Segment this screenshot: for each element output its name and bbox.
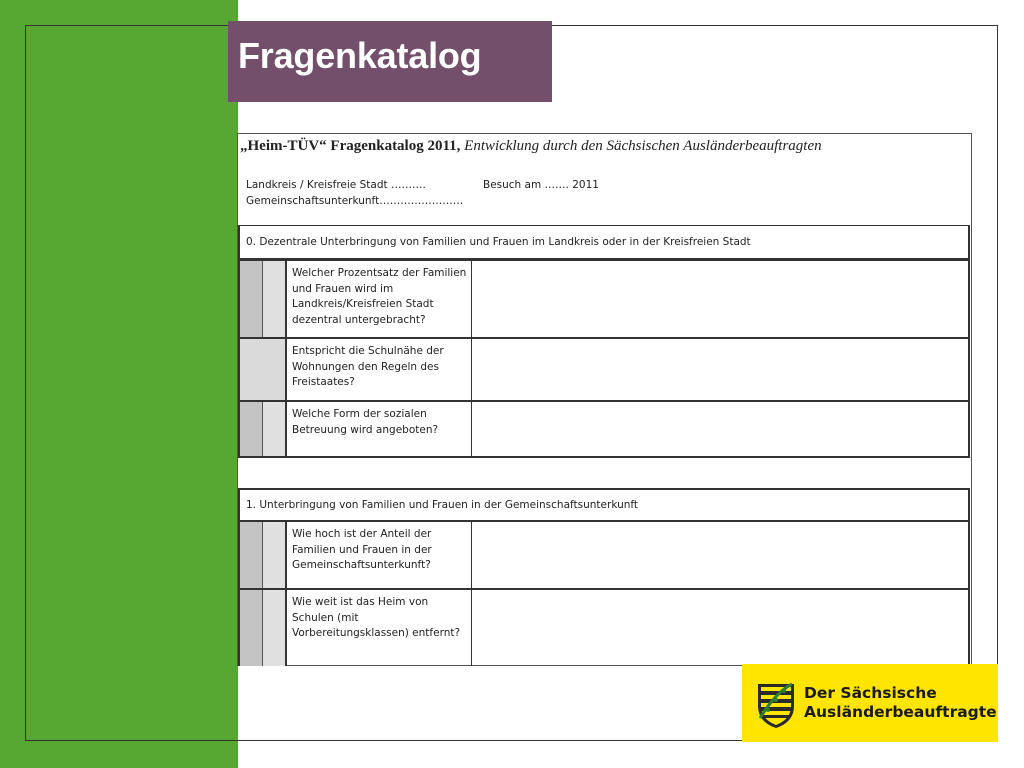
logo-line-1: Der Sächsische: [804, 684, 937, 702]
question-text: Wie hoch ist der Anteil der Familien und Frauen in der Gemeinschaftsunterkunft?: [292, 528, 432, 571]
district-label: Landkreis / Kreisfreie Stadt ……….: [246, 179, 426, 191]
document-heading-italic: Entwicklung durch den Sächsischen Ausländerbeauftragten: [464, 138, 822, 154]
saxony-crest-icon: [754, 678, 798, 730]
document-heading: [240, 138, 822, 155]
questionnaire-document: [237, 133, 972, 666]
answer-cell: [471, 261, 968, 337]
document-heading-bold: „Heim-TÜV“ Fragenkatalog 2011,: [240, 138, 461, 154]
section-0-title: 0. Dezentrale Unterbringung von Familien und Frauen im Landkreis oder in der Kreisfreien Stadt: [246, 236, 751, 248]
answer-cell: [471, 402, 968, 456]
title-box: [228, 21, 552, 102]
section-1-header: [238, 488, 970, 521]
question-text: Welcher Prozentsatz der Familien und Frauen wird im Landkreis/Kreisfreien Stadt dezentral untergebracht?: [292, 267, 467, 326]
facility-label: Gemeinschaftsunterkunft……………………: [246, 195, 464, 207]
rating-cell: [240, 339, 287, 400]
visit-label: Besuch am ……. 2011: [483, 179, 599, 191]
rating-cell: [240, 590, 263, 666]
table-row: [238, 590, 970, 666]
rating-cell: [263, 522, 287, 588]
question-text: Entspricht die Schulnähe der Wohnungen den Regeln des Freistaates?: [292, 345, 444, 388]
logo-text: [804, 684, 997, 722]
answer-cell: [471, 590, 968, 666]
table-row: [238, 259, 970, 339]
table-row: [238, 402, 970, 458]
question-text: Welche Form der sozialen Betreuung wird angeboten?: [292, 408, 439, 436]
rating-cell: [263, 590, 287, 666]
answer-cell: [471, 522, 968, 588]
table-row: [238, 521, 970, 590]
table-row: [238, 339, 970, 402]
logo-line-2: Ausländerbeauftragte: [804, 703, 997, 721]
ombudsman-logo: [742, 664, 998, 742]
rating-cell: [240, 261, 263, 337]
answer-cell: [471, 339, 968, 400]
question-text: Wie weit ist das Heim von Schulen (mit Vorbereitungsklassen) entfernt?: [292, 596, 461, 639]
rating-cell: [240, 522, 263, 588]
rating-cell: [240, 402, 263, 456]
section-0-header: [238, 225, 970, 259]
rating-cell: [263, 261, 287, 337]
slide-title: Fragenkatalog: [238, 35, 482, 76]
rating-cell: [263, 402, 287, 456]
section-1-title: 1. Unterbringung von Familien und Frauen in der Gemeinschaftsunterkunft: [246, 499, 639, 511]
